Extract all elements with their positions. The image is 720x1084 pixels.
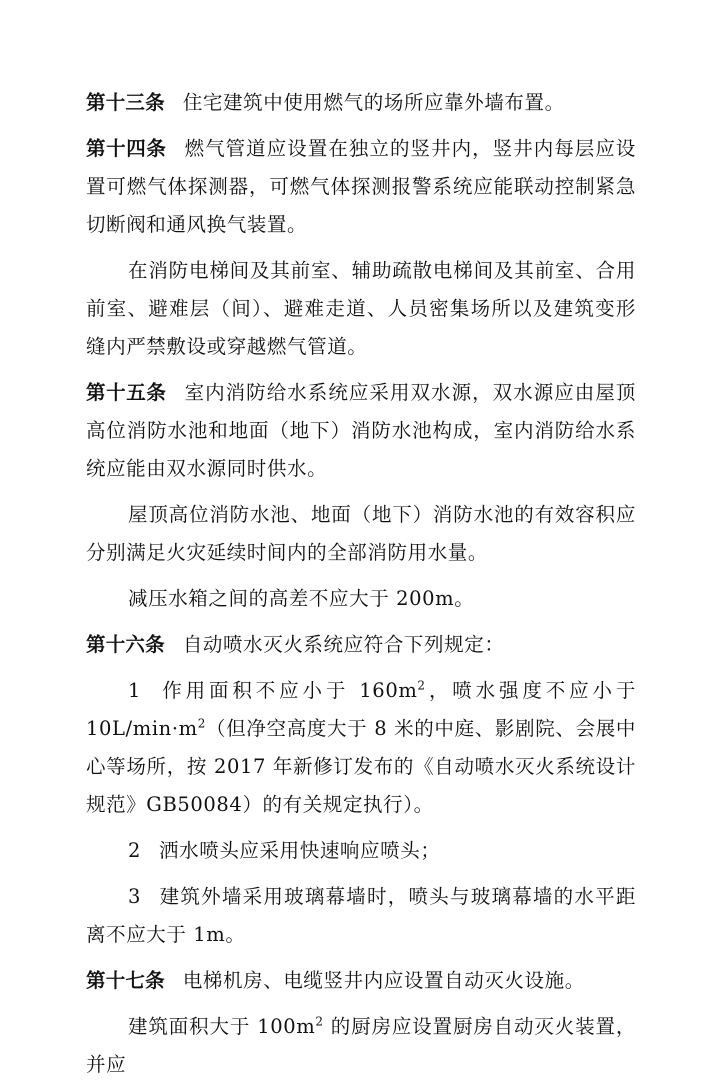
superscript: 2 [315, 1014, 324, 1029]
article-16-item-1 [86, 672, 636, 824]
paragraph-text: 减压水箱之间的高差不应大于 200m。 [128, 587, 475, 610]
superscript: 2 [197, 716, 206, 731]
article-15 [86, 374, 636, 488]
article-16-item-3 [86, 878, 636, 954]
article-text: 燃气管道应设置在独立的竖井内，竖井内每层应设置可燃气体探测器，可燃气体探测报警系统应能联动控制紧急切断阀和通风换气装置。 [86, 137, 636, 236]
article-number: 第十五条 [86, 381, 167, 404]
article-number: 第十三条 [86, 91, 165, 114]
article-16-item-2 [86, 832, 636, 870]
article-number: 第十六条 [86, 633, 165, 656]
article-13 [86, 84, 636, 122]
article-15-paragraph-2 [86, 496, 636, 572]
article-text: 电梯机房、电缆竖井内应设置自动灭火设施。 [182, 969, 585, 992]
item-number: 3 [128, 885, 142, 908]
article-text: 自动喷水灭火系统应符合下列规定： [182, 633, 505, 656]
superscript: 2 [417, 678, 426, 693]
article-17-paragraph-2 [86, 1008, 636, 1084]
article-15-paragraph-3 [86, 580, 636, 618]
item-text-part: （但净空高度大于 8 米的中庭、影剧院、会展中心等场所，按 2017 年新修订发布的《自动喷水灭火系统设计规范》GB50084）的有关规定执行）。 [86, 717, 636, 816]
article-number: 第十七条 [86, 969, 165, 992]
item-text: 建筑外墙采用玻璃幕墙时，喷头与玻璃幕墙的水平距离不应大于 1m。 [86, 885, 636, 946]
paragraph-text: 屋顶高位消防水池、地面（地下）消防水池的有效容积应分别满足火灾延续时间内的全部消防用水量。 [86, 503, 636, 564]
paragraph-text-part: 建筑面积大于 100m [128, 1015, 316, 1038]
item-text: 洒水喷头应采用快速响应喷头； [159, 839, 441, 862]
article-17 [86, 962, 636, 1000]
article-text: 住宅建筑中使用燃气的场所应靠外墙布置。 [182, 91, 565, 114]
item-text-part: 作用面积不应小于 160m [159, 679, 418, 702]
article-16 [86, 626, 636, 664]
item-text-part: ，喷水强度不应小于 10L/min·m [86, 679, 636, 740]
article-14-paragraph-2 [86, 252, 636, 366]
article-text: 室内消防给水系统应采用双水源，双水源应由屋顶高位消防水池和地面（地下）消防水池构成，室内消防给水系统应能由双水源同时供水。 [86, 381, 636, 480]
paragraph-text: 在消防电梯间及其前室、辅助疏散电梯间及其前室、合用前室、避难层（间）、避难走道、人员密集场所以及建筑变形缝内严禁敷设或穿越燃气管道。 [86, 259, 636, 358]
paragraph-text-part: 的厨房应设置厨房自动灭火装置，并应 [86, 1015, 636, 1076]
item-number: 1 [128, 679, 142, 702]
item-number: 2 [128, 839, 142, 862]
article-14 [86, 130, 636, 244]
article-number: 第十四条 [86, 137, 167, 160]
